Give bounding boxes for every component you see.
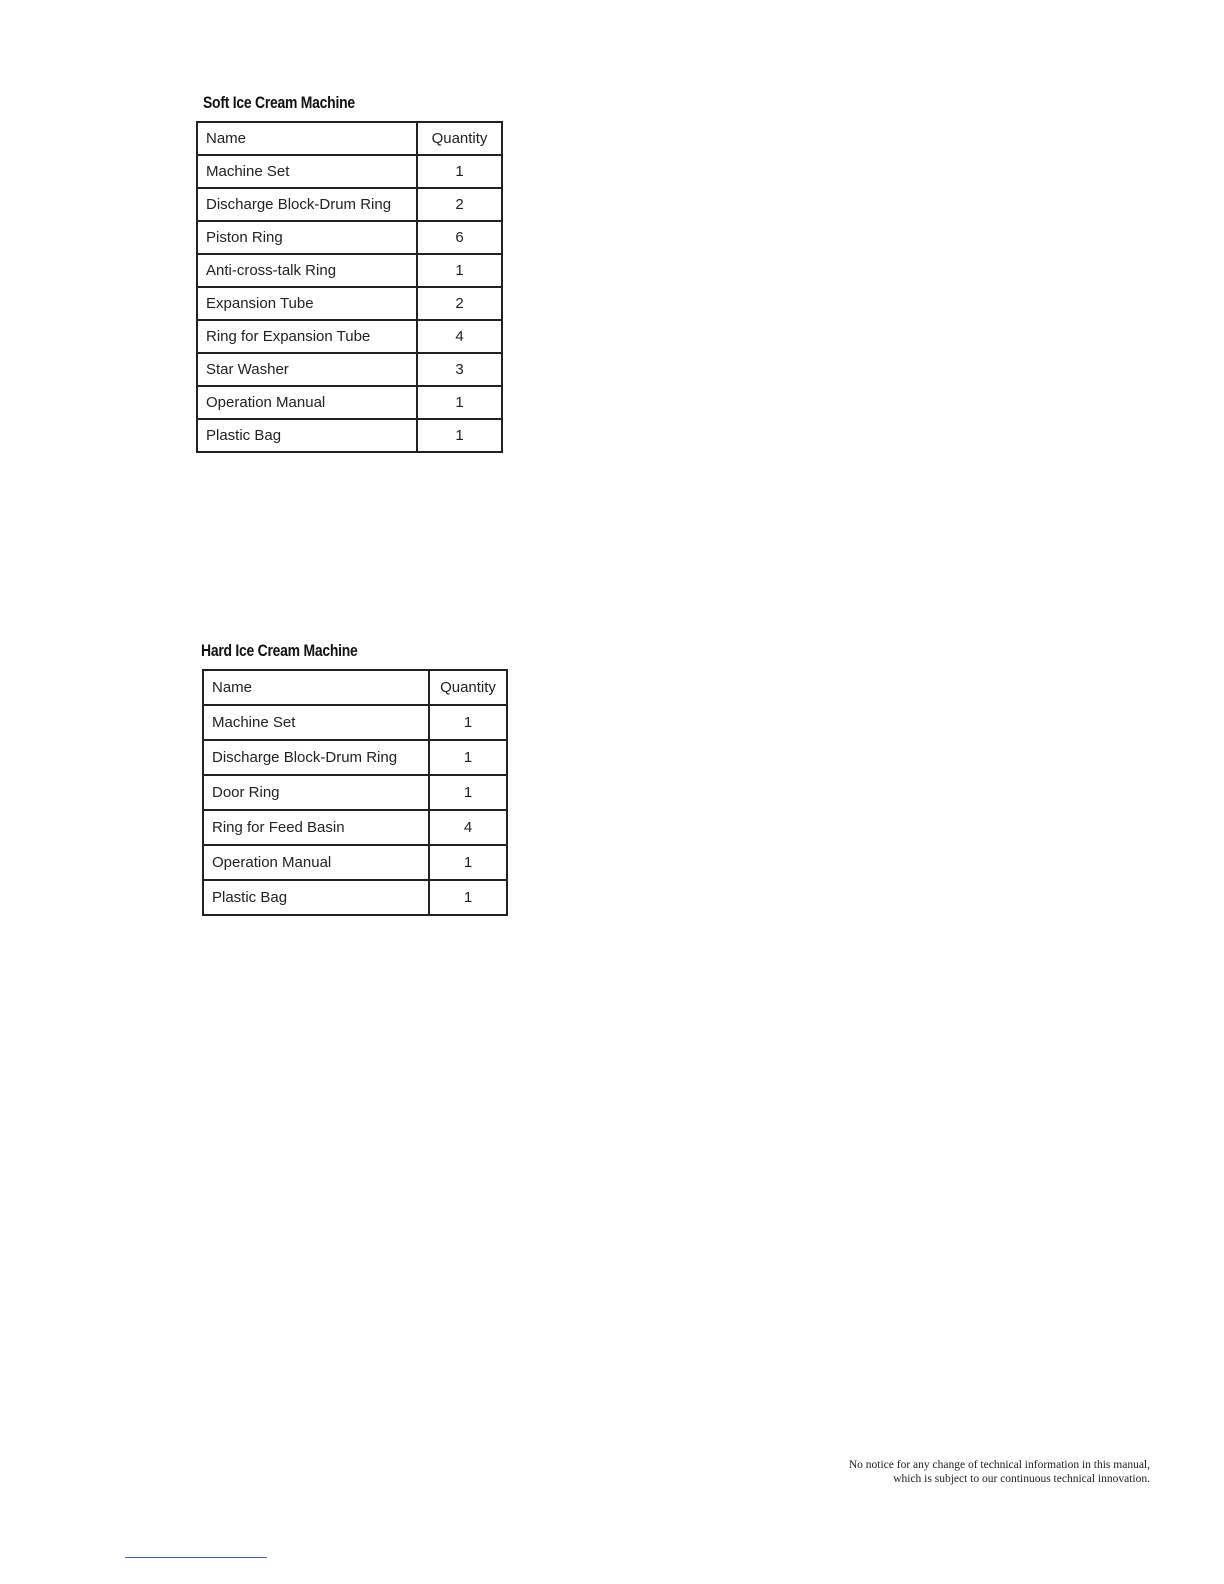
table-row (197, 353, 502, 386)
table-row (197, 386, 502, 419)
part-name: Expansion Tube (197, 287, 417, 320)
part-name: Operation Manual (197, 386, 417, 419)
table-row (197, 320, 502, 353)
table-row (197, 419, 502, 452)
part-quantity: 1 (417, 155, 502, 188)
soft-machine-parts-table (196, 121, 503, 453)
hard-machine-title: Hard Ice Cream Machine (201, 641, 358, 660)
table-row (197, 155, 502, 188)
part-quantity: 4 (417, 320, 502, 353)
header-quantity: Quantity (429, 670, 507, 705)
part-quantity: 1 (429, 705, 507, 740)
table-row (197, 221, 502, 254)
part-quantity: 6 (417, 221, 502, 254)
part-quantity: 2 (417, 188, 502, 221)
part-name: Piston Ring (197, 221, 417, 254)
footer-notice: No notice for any change of technical information in this manual, which is subject to our continuous technical innovation. (848, 1459, 1150, 1485)
part-quantity: 1 (429, 740, 507, 775)
soft-table-body (197, 122, 502, 452)
part-name: Star Washer (197, 353, 417, 386)
table-row (203, 810, 507, 845)
part-quantity: 1 (417, 386, 502, 419)
table-row (197, 188, 502, 221)
part-quantity: 1 (429, 880, 507, 915)
table-row (203, 775, 507, 810)
part-name: Operation Manual (203, 845, 429, 880)
part-quantity: 4 (429, 810, 507, 845)
part-quantity: 3 (417, 353, 502, 386)
part-name: Plastic Bag (203, 880, 429, 915)
part-name: Machine Set (197, 155, 417, 188)
part-name: Machine Set (203, 705, 429, 740)
header-name: Name (197, 122, 417, 155)
table-header-row (203, 670, 507, 705)
part-quantity: 1 (429, 775, 507, 810)
soft-machine-title: Soft Ice Cream Machine (203, 93, 355, 112)
footer-rule (125, 1557, 267, 1558)
part-name: Ring for Expansion Tube (197, 320, 417, 353)
part-quantity: 2 (417, 287, 502, 320)
hard-machine-parts-table (202, 669, 508, 916)
table-row (203, 705, 507, 740)
hard-table-body (203, 670, 507, 915)
part-name: Discharge Block-Drum Ring (203, 740, 429, 775)
table-row (197, 254, 502, 287)
table-row (197, 287, 502, 320)
table-row (203, 845, 507, 880)
part-name: Ring for Feed Basin (203, 810, 429, 845)
part-name: Door Ring (203, 775, 429, 810)
table-row (203, 880, 507, 915)
part-name: Plastic Bag (197, 419, 417, 452)
table-row (203, 740, 507, 775)
header-quantity: Quantity (417, 122, 502, 155)
header-name: Name (203, 670, 429, 705)
part-quantity: 1 (417, 419, 502, 452)
part-name: Discharge Block-Drum Ring (197, 188, 417, 221)
part-quantity: 1 (429, 845, 507, 880)
table-header-row (197, 122, 502, 155)
part-name: Anti-cross-talk Ring (197, 254, 417, 287)
part-quantity: 1 (417, 254, 502, 287)
